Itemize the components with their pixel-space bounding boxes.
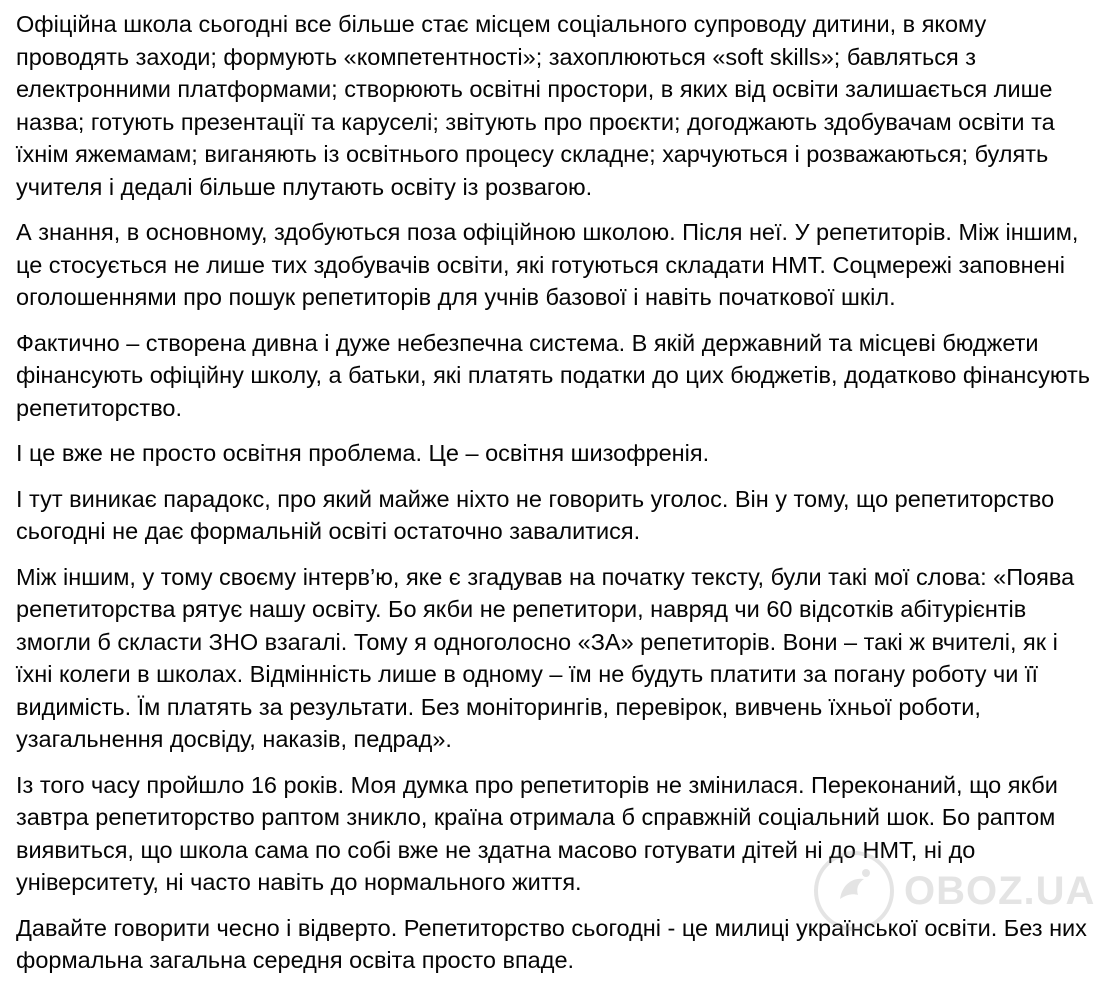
paragraph-4: І це вже не просто освітня проблема. Це – освітня шизофренія. xyxy=(16,440,710,466)
paragraph-1: Офіційна школа сьогодні все більше стає місцем соціального супроводу дитини, в якому проводять заходи; формують «компетентності»; захоплюються «soft skills»; бавляться з електронними платформами; створюють освітні простори, в яких від освіти залишається лише назва; готують презентації та каруселі; звітують про проєкти; догоджають здобувачам освіти та їхнім яжемамам; виганяють із освітнього процесу складне; харчуються і розважаються; булять учителя і дедалі більше плутають освіту із розвагою. xyxy=(16,11,1055,200)
paragraph-3: Фактично – створена дивна і дуже небезпечна система. В якій державний та місцеві бюджети фінансують офіційну школу, а батьки, які платять податки до цих бюджетів, додатково фінансують репетиторство. xyxy=(16,329,1091,421)
paragraph-8: Давайте говорити чесно і відверто. Репетиторство сьогодні - це милиці української освіти. Без них формальна загальна середня освіта просто впаде. xyxy=(16,914,1087,973)
post-text xyxy=(16,8,1096,990)
paragraph-5: І тут виникає парадокс, про який майже ніхто не говорить уголос. Він у тому, що репетиторство сьогодні не дає формальній освіті остаточно завалитися. xyxy=(16,485,1055,544)
watermark-text: OBOZ.UA xyxy=(904,868,1096,913)
paragraph-6: Між іншим, у тому своєму інтерв’ю, яке є згадував на початку тексту, були такі мої слова: «Поява репетиторства рятує нашу освіту. Бо якби не репетитори, навряд чи 60 відсотків абітурієнтів змогли б скласти ЗНО взагалі. Тому я одноголосно «ЗА» репетиторів. Вони – такі ж вчителі, як і їхні колеги в школах. Відмінність лише в одному – їм не будуть платити за погану роботу чи її видимість. Їм платять за результати. Без моніторингів, перевірок, вивчень їхньої роботи, узагальнення досвіду, наказів, педрад». xyxy=(16,563,1075,752)
paragraph-2: А знання, в основному, здобуються поза офіційною школою. Після неї. У репетиторів. Між іншим, це стосується не лише тих здобувачів освіти, які готуються складати НМТ. Соцмережі заповнені оголошеннями про пошук репетиторів для учнів базової і навіть початкової шкіл. xyxy=(16,219,1079,310)
paragraph-7: Із того часу пройшло 16 років. Моя думка про репетиторів не змінилася. Переконаний, що якби завтра репетиторство раптом зникло, країна отримала б справжній соціальний шок. Бо раптом виявиться, що школа сама по собі вже не здатна масово готувати дітей ні до НМТ, ні до університету, ні часто навіть до нормального життя. xyxy=(16,771,1058,895)
